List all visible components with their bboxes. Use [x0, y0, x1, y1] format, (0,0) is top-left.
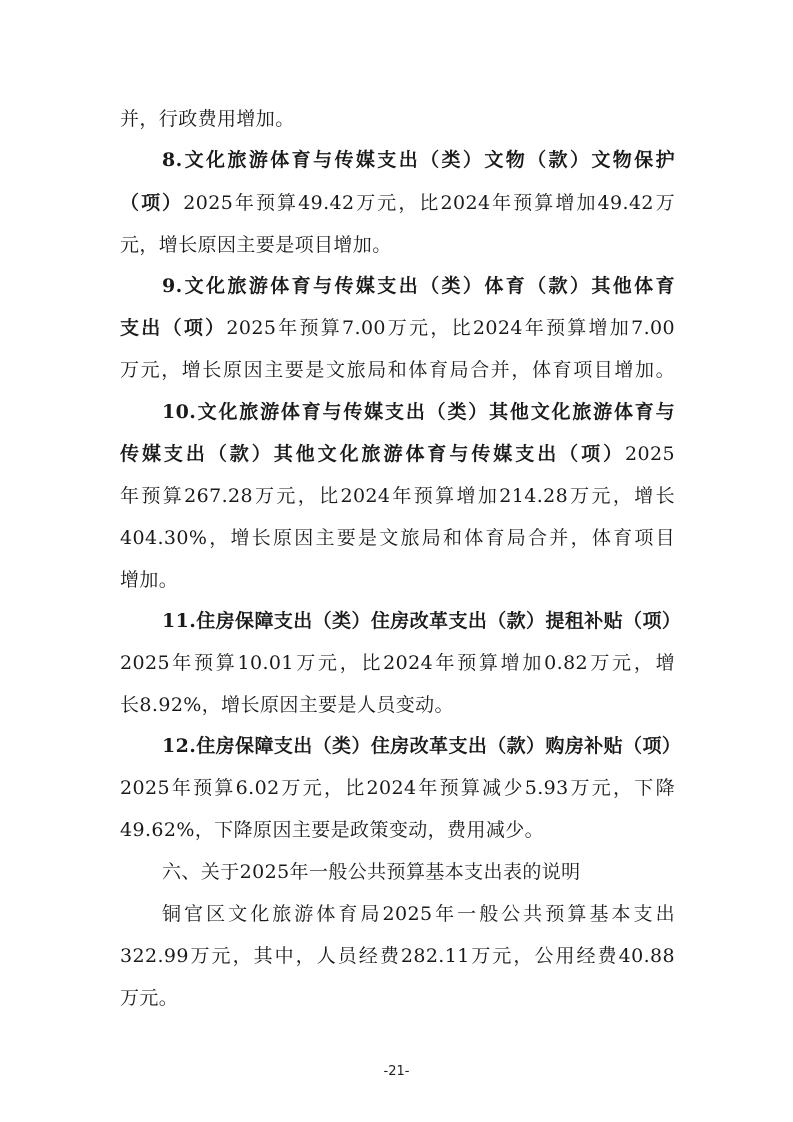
text-segment: 万元。 [120, 987, 179, 1009]
paragraph-line [120, 682, 675, 728]
paragraph-line [120, 640, 675, 686]
paragraph-line [120, 557, 675, 603]
page-number: -21- [383, 1064, 410, 1079]
item-8-heading-line [162, 137, 675, 183]
text-segment-bold: 11.住房保障支出（类）住房改革支出（款）提租补贴（项） [162, 610, 682, 632]
text-segment-bold: 9.文化旅游体育与传媒支出（类）体育（款）其他体育 [162, 275, 675, 297]
text-segment: 长8.92%，增长原因主要是人员变动。 [120, 694, 454, 716]
text-segment-bold: 传媒支出（款）其他文化旅游体育与传媒支出（项） [120, 443, 626, 465]
paragraph-line [120, 807, 675, 853]
text-segment: 404.30%，增长原因主要是文旅局和体育局合并，体育项目 [120, 527, 675, 549]
paragraph-line [120, 305, 675, 351]
paragraph-line [120, 933, 675, 979]
paragraph-line [120, 975, 675, 1021]
text-segment-bold: 12.住房保障支出（类）住房改革支出（款）购房补贴（项） [162, 735, 682, 757]
text-segment: 2025年预算49.42万元，比2024年预算增加49.42万 [183, 192, 675, 214]
text-segment: 元，增长原因主要是项目增加。 [120, 234, 392, 256]
paragraph-line [120, 431, 675, 477]
text-segment-bold: 10.文化旅游体育与传媒支出（类）其他文化旅游体育与 [162, 401, 675, 423]
text-segment: 49.62%，下降原因主要是政策变动，费用减少。 [120, 819, 545, 841]
paragraph-line [120, 347, 675, 393]
text-segment: 并，行政费用增加。 [120, 108, 295, 130]
text-segment: 万元，增长原因主要是文旅局和体育局合并，体育项目增加。 [120, 359, 675, 381]
paragraph-line [120, 515, 675, 561]
paragraph-line [120, 473, 675, 519]
item-10-heading-line [162, 389, 675, 435]
text-segment: 2025年预算7.00万元，比2024年预算增加7.00 [226, 317, 675, 339]
item-12-heading-line [162, 723, 682, 769]
text-segment: 六、关于2025年一般公共预算基本支出表的说明 [162, 861, 581, 883]
text-segment-bold: 8.文化旅游体育与传媒支出（类）文物（款）文物保护 [162, 149, 675, 171]
text-segment-bold: 支出（项） [120, 317, 227, 339]
text-segment: 增加。 [120, 569, 179, 591]
paragraph-line [162, 891, 675, 937]
paragraph-line [120, 96, 675, 142]
paragraph-line [120, 765, 675, 811]
item-11-heading-line [162, 598, 682, 644]
paragraph-line [120, 222, 675, 268]
text-segment: 2025年预算10.01万元，比2024年预算增加0.82万元，增 [120, 652, 675, 674]
text-segment: 2025年预算6.02万元，比2024年预算减少5.93万元，下降 [120, 777, 675, 799]
text-segment: 322.99万元，其中，人员经费282.11万元，公用经费40.88 [120, 945, 675, 967]
paragraph-line [120, 180, 675, 226]
text-segment-bold: （项） [120, 192, 184, 214]
section-heading [162, 849, 675, 895]
text-segment: 年预算267.28万元，比2024年预算增加214.28万元，增长 [120, 485, 675, 507]
item-9-heading-line [162, 263, 675, 309]
text-segment: 铜官区文化旅游体育局2025年一般公共预算基本支出 [162, 903, 675, 925]
text-segment: 2025 [625, 443, 675, 465]
